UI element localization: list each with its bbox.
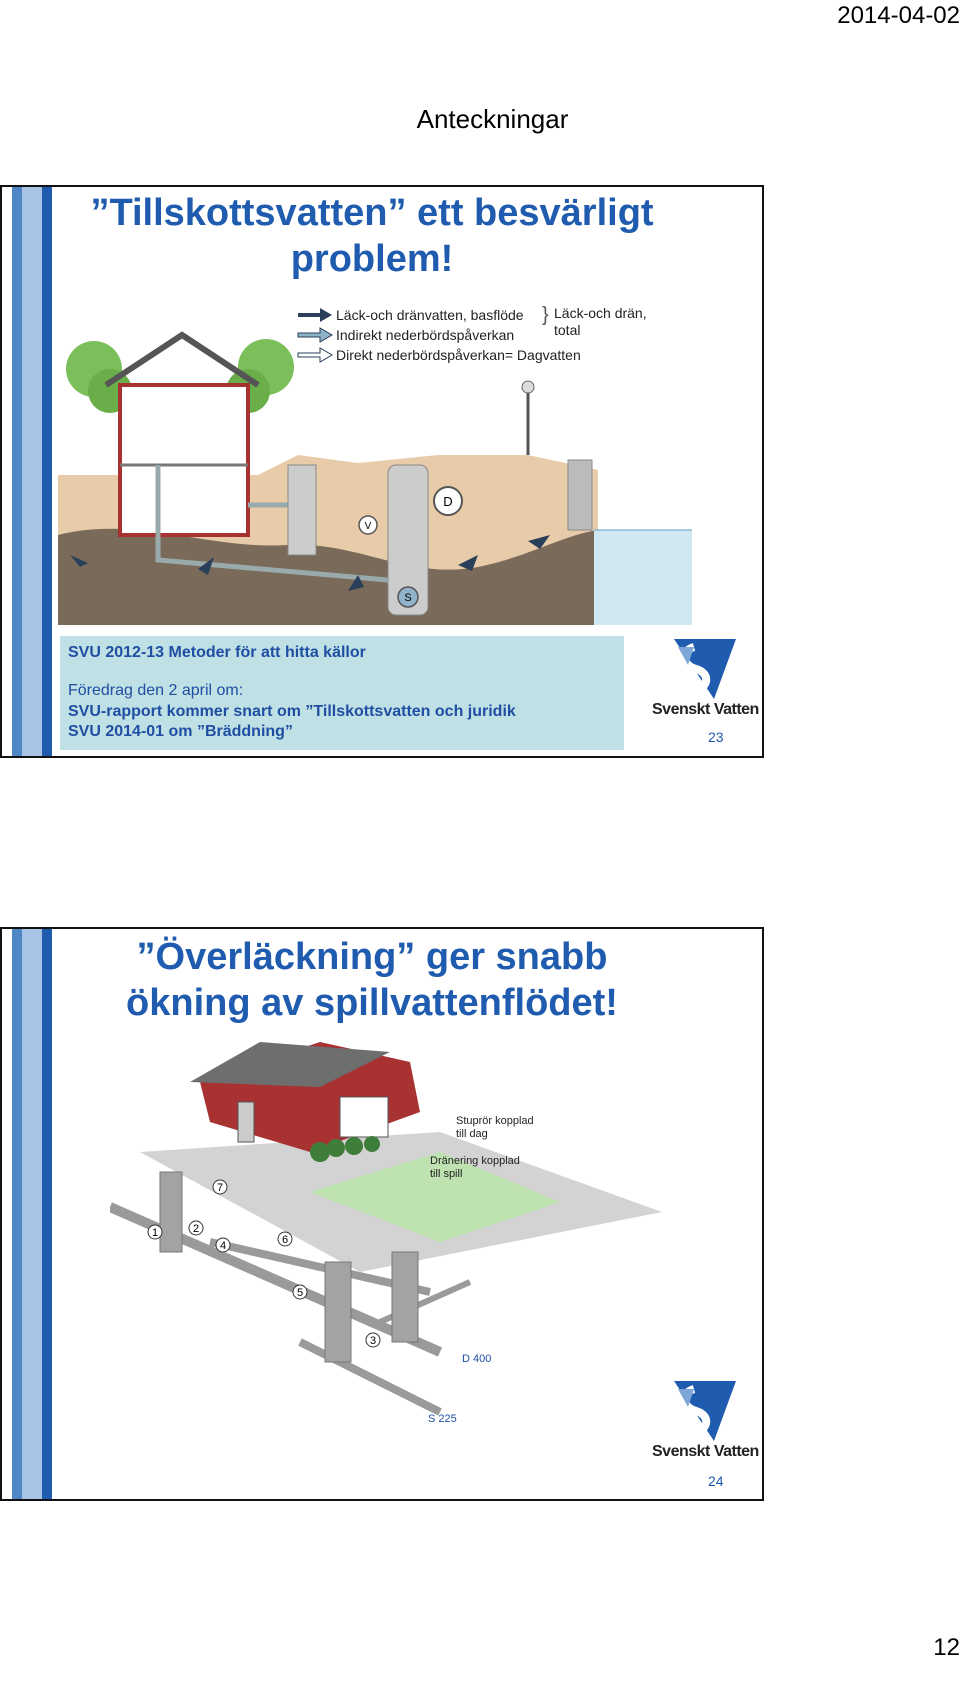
label-d: D — [443, 494, 453, 509]
slide-side-stripe — [2, 929, 54, 1499]
legend-item-2: Indirekt nederbördspåverkan — [336, 327, 515, 343]
svenskt-vatten-logo — [650, 1381, 760, 1475]
annotation-dranering-2: till spill — [430, 1168, 463, 1180]
svenskt-vatten-logo — [650, 639, 760, 733]
slide-23 — [0, 185, 764, 758]
marker-4: 4 — [219, 1240, 227, 1252]
slide-24 — [0, 927, 764, 1501]
info-box — [60, 636, 624, 750]
slide-number: 23 — [708, 729, 724, 745]
svenskt-vatten-logo-icon — [674, 639, 742, 699]
overflow-pipe-illustration — [110, 1042, 662, 1428]
info-line-2: Föredrag den 2 april om: — [68, 682, 244, 699]
annotation-s225: S 225 — [428, 1413, 457, 1425]
legend-brace-line-2: total — [554, 322, 581, 338]
info-line-1: SVU 2012-13 Metoder för att hitta källor — [68, 644, 366, 661]
info-line-3: SVU-rapport kommer snart om ”Tillskottsvatten och juridik — [68, 703, 516, 720]
slide-title: ”Överläckning” ger snabb ökning av spillvattenflödet! — [126, 936, 618, 1024]
groundwater-infiltration-illustration — [58, 305, 692, 625]
annotation-d400: D 400 — [462, 1353, 492, 1365]
marker-3: 3 — [369, 1335, 377, 1347]
marker-6: 6 — [281, 1234, 289, 1246]
logo-wordmark: Svenskt Vatten — [652, 1443, 759, 1460]
slide-title: ”Tillskottsvatten” ett besvärligt problem! — [90, 192, 654, 280]
annotation-dranering-1: Dränering kopplad — [430, 1155, 520, 1167]
page-heading: Anteckningar — [416, 104, 569, 134]
annotation-stupror-2: till dag — [456, 1128, 488, 1140]
legend-brace-line-1: Läck-och drän, — [554, 305, 647, 321]
marker-5: 5 — [296, 1287, 304, 1299]
marker-7: 7 — [216, 1182, 224, 1194]
svenskt-vatten-logo-icon — [674, 1381, 742, 1441]
legend-item-1: Läck-och dränvatten, basflöde — [336, 307, 524, 323]
page-date: 2014-04-02 — [837, 2, 960, 29]
marker-1: 1 — [151, 1227, 159, 1239]
svg-text:}: } — [542, 305, 549, 326]
label-v: V — [364, 521, 372, 532]
marker-2: 2 — [192, 1223, 200, 1235]
slide-side-stripe — [2, 187, 54, 756]
page-number: 12 — [933, 1634, 960, 1661]
logo-wordmark: Svenskt Vatten — [652, 701, 759, 718]
slide-number: 24 — [708, 1473, 724, 1489]
label-s: S — [404, 592, 412, 604]
legend-item-3: Direkt nederbördspåverkan= Dagvatten — [336, 347, 581, 363]
info-line-4: SVU 2014-01 om ”Bräddning” — [68, 723, 293, 740]
annotation-stupror-1: Stuprör kopplad — [456, 1115, 534, 1127]
